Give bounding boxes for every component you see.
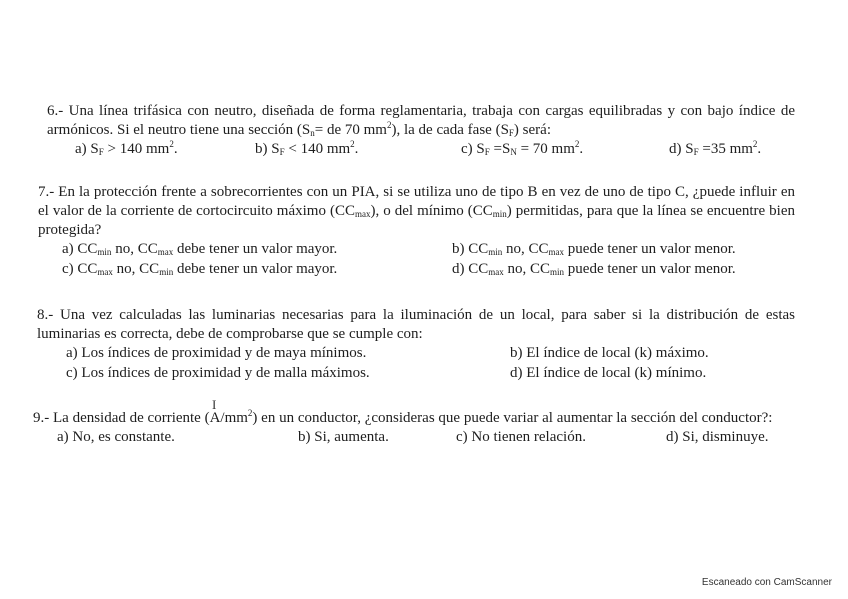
question-9-options [33,428,796,448]
question-7-options [38,240,795,260]
superscript: 2 [169,139,174,149]
question-9 [33,409,796,448]
question-7-option-c[interactable] [62,260,337,279]
text-run: puede tener un valor menor. [564,261,736,277]
superscript: 2 [386,120,392,130]
question-7 [38,183,795,280]
text-run: d) El índice de local (k) mínimo. [510,365,707,381]
question-8-option-b[interactable] [510,344,709,363]
subscript: F [484,147,490,157]
text-run: a) S [75,141,99,157]
subscript: min [550,267,565,277]
text-run: c) Los índices de proximidad y de malla máximos. [66,365,370,381]
question-6-option-c[interactable] [461,140,583,159]
subscript: max [354,209,371,219]
text-run: no, CC [112,261,160,277]
subscript: max [548,247,565,257]
subscript: min [492,209,507,219]
question-6-option-a[interactable] [75,140,178,159]
question-9-option-b[interactable] [298,428,389,447]
text-run: d) CC [452,261,489,277]
question-6-option-d[interactable] [669,140,761,159]
question-7-stem [38,183,795,240]
question-8-option-d[interactable] [510,364,706,383]
question-7-option-a[interactable] [62,240,337,259]
text-run: no, CC [503,261,551,277]
text-run: 7.- En la protección frente a sobrecorrientes con un PIA, si se utiliza uno de tipo B en vez de uno de tipo C, ¿puede influir en el valor de la corriente de cortocircuito máximo (CC [38,184,795,219]
text-cursor-icon: I [212,397,217,412]
text-run: d) S [669,141,694,157]
question-8-option-c[interactable] [66,364,370,383]
text-run: . [757,141,762,157]
subscript: min [159,267,174,277]
question-6-option-b[interactable] [255,140,358,159]
subscript: F [693,147,699,157]
text-run: d) Si, disminuye. [666,429,769,445]
text-run: . [579,141,584,157]
text-run: a) CC [62,241,98,257]
question-7-option-d[interactable] [452,260,736,279]
text-run: ) permitidas, para que la línea se encuentre bien protegida? [38,203,796,238]
text-run: ), o del mínimo (CC [370,203,493,219]
question-8-option-a[interactable] [66,344,366,363]
question-9-option-a[interactable] [57,428,175,447]
question-6 [47,102,795,160]
text-run: =S [489,141,511,157]
text-run: ) será: [513,122,551,138]
question-7-options-row2 [38,260,795,280]
subscript: min [488,247,503,257]
question-8 [37,306,795,384]
text-run: a) No, es constante. [57,429,175,445]
text-run: = 70 mm [516,141,575,157]
text-run: = de 70 mm [314,122,387,138]
superscript: 2 [247,408,253,418]
text-run: a) Los índices de proximidad y de maya mínimos. [66,345,367,361]
text-run: =35 mm [698,141,753,157]
text-run: b) Si, aumenta. [298,429,389,445]
text-run: . [173,141,178,157]
question-6-stem [47,102,795,140]
text-run: c) CC [62,261,98,277]
text-run: no, CC [502,241,549,257]
subscript: max [157,247,174,257]
question-8-options-row2 [37,364,795,384]
scanner-watermark: Escaneado con CamScanner [701,577,832,588]
question-8-stem [37,306,795,344]
text-run: 8.- Una vez calculadas las luminarias necesarias para la iluminación de un local, para saber si la distribución de estas luminarias es correcta, debe de comprobarse que se cumple con: [37,307,795,342]
subscript: max [97,267,113,277]
question-9-option-c[interactable] [456,428,586,447]
subscript: F [508,128,514,138]
text-run: no, CC [111,241,158,257]
subscript: F [98,147,104,157]
subscript: F [279,147,285,157]
superscript: 2 [752,139,758,149]
question-9-stem [33,409,796,428]
subscript: N [510,147,517,157]
text-run: puede tener un valor menor. [564,241,736,257]
text-run: b) CC [452,241,489,257]
question-9-option-d[interactable] [666,428,769,447]
text-run: < 140 mm [284,141,351,157]
text-run: c) S [461,141,485,157]
question-7-option-b[interactable] [452,240,736,259]
text-run: 9.- La densidad de corriente (A/mm [33,410,248,426]
text-run: 6.- Una línea trifásica con neutro, diseñada de forma reglamentaria, trabaja con cargas equilibradas y con bajo índice de armónicos. Si el neutro tiene una sección (S [47,103,795,138]
text-run: debe tener un valor mayor. [173,261,338,277]
text-run: b) S [255,141,280,157]
text-run: > 140 mm [103,141,170,157]
question-6-options [47,140,795,160]
superscript: 2 [574,139,580,149]
text-run: c) No tienen relación. [456,429,586,445]
superscript: 2 [350,139,355,149]
text-run: ) en un conductor, ¿consideras que puede variar al aumentar la sección del conductor?: [252,410,773,426]
subscript: max [488,267,504,277]
question-8-options [37,344,795,364]
text-run: . [354,141,359,157]
text-run: debe tener un valor mayor. [173,241,338,257]
subscript: min [97,247,112,257]
subscript: n [310,128,315,138]
text-run: b) El índice de local (k) máximo. [510,345,709,361]
text-run: ), la de cada fase (S [391,122,509,138]
